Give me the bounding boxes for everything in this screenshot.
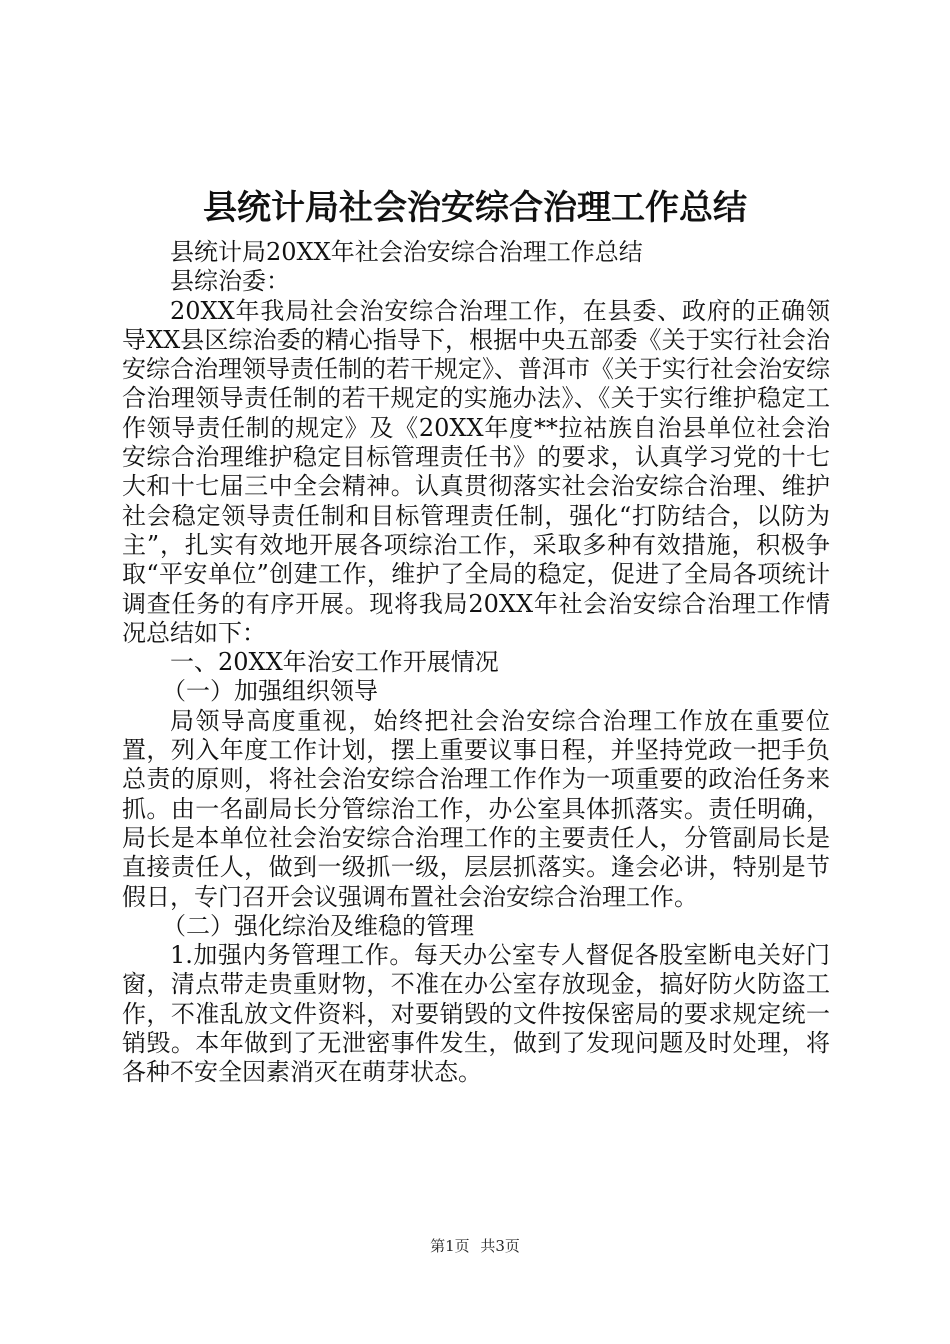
page-footer	[0, 1236, 950, 1256]
subsection-heading-1: （一）加强组织领导	[162, 677, 378, 706]
document-title: 县统计局社会治安综合治理工作总结	[203, 188, 747, 228]
page-total: 共3页	[480, 1237, 520, 1255]
subtitle-paragraph: 县统计局20XX年社会治安综合治理工作总结	[170, 238, 643, 266]
document-body	[122, 238, 830, 1088]
page-number: 第1页	[430, 1237, 470, 1255]
body-paragraph-1: 局领导高度重视，始终把社会治安综合治理工作放在重要位置，列入年度工作计划，摆上重要议事日程，并坚持党政一把手负总责的原则，将社会治安综合治理工作作为一项重要的政治任务来抓。由一名副局长分管综治工作，办公室具体抓落实。责任明确，局长是本单位社会治安综合治理工作的主要责任人，分管副局长是直接责任人，做到一级抓一级，层层抓落实。逢会必讲，特别是节假日，专门召开会议强调布置社会治安综合治理工作。	[122, 706, 830, 911]
salutation-paragraph: 县综治委：	[170, 267, 290, 296]
body-paragraph-2: 1.加强内务管理工作。每天办公室专人督促各股室断电关好门窗，清点带走贵重财物，不准在办公室存放现金，搞好防火防盗工作，不准乱放文件资料，对要销毁的文件按保密局的要求规定统一销毁。本年做到了无泄密事件发生，做到了发现问题及时处理，将各种不安全因素消灭在萌芽状态。	[122, 941, 830, 1087]
subsection-heading-2: （二）强化综治及维稳的管理	[162, 911, 474, 940]
intro-paragraph: 20XX年我局社会治安综合治理工作，在县委、政府的正确领导XX县区综治委的精心指导下，根据中央五部委《关于实行社会治安综合治理领导责任制的若干规定》、普洱市《关于实行社会治安综合治理领导责任制的若干规定的实施办法》、《关于实行维护稳定工作领导责任制的规定》及《20XX年度**拉祜族自治县单位社会治安综合治理维护稳定目标管理责任书》的要求，认真学习党的十七大和十七届三中全会精神。认真贯彻落实社会治安综合治理、维护社会稳定领导责任制和目标管理责任制，强化“打防结合，以防为主”，扎实有效地开展各项综治工作，采取多种有效措施，积极争取“平安单位”创建工作，维护了全局的稳定，促进了全局各项统计调查任务的有序开展。现将我局20XX年社会治安综合治理工作情况总结如下：	[122, 296, 830, 647]
section-heading-1: 一、20XX年治安工作开展情况	[170, 648, 499, 677]
